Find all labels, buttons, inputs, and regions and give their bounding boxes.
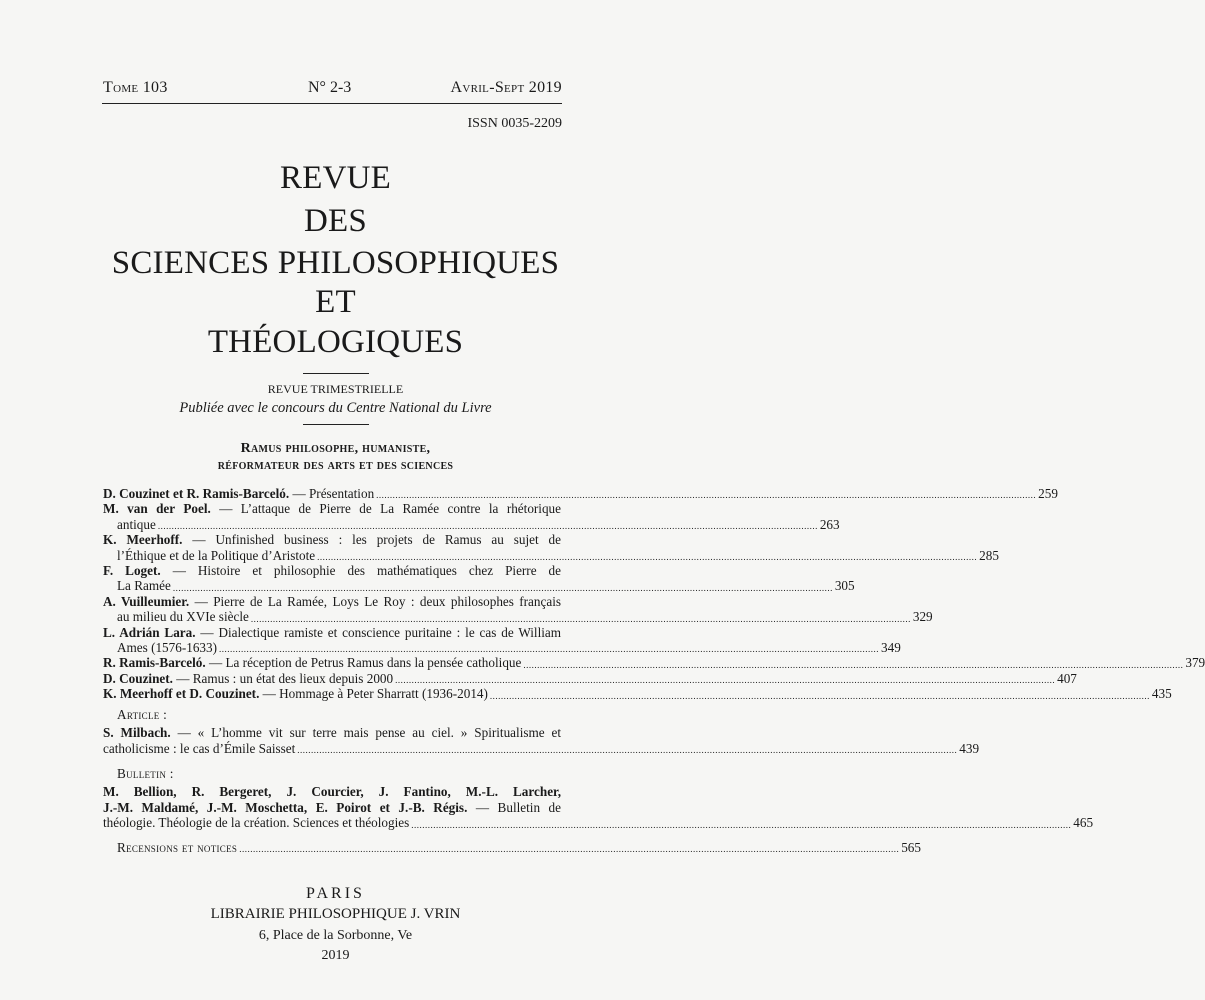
divider (303, 373, 369, 374)
toc-title-continued: antique (117, 516, 156, 532)
toc-page: 379 (1185, 655, 1205, 671)
theme-line-1: Ramus philosophe, humaniste, (240, 441, 431, 456)
leader-dots (317, 551, 977, 563)
toc-entry (103, 670, 1077, 686)
toc-entry (103, 486, 1058, 501)
bulletin-page: 465 (1073, 815, 1094, 831)
leader-dots (490, 690, 1150, 702)
bulletin-title: — Bulletin de (475, 799, 561, 815)
toc-title: — Unfinished business : les projets de Ramus au sujet de (192, 532, 561, 548)
volume-label: Tome 103 (103, 79, 168, 96)
title-line-1: REVUE (280, 160, 391, 196)
table-of-contents (103, 486, 1205, 855)
toc-entry-continued (103, 547, 999, 563)
article-entry-continued (103, 740, 980, 756)
leader-dots (376, 489, 1036, 501)
bulletin-entry-continued (103, 815, 1094, 831)
toc-page: 285 (979, 547, 999, 563)
toc-title-continued: La Ramée (117, 578, 171, 594)
toc-author: M. van der Poel. (103, 501, 211, 517)
bulletin-authors (103, 784, 561, 799)
toc-entry-continued (103, 609, 933, 625)
toc-title: — L’attaque de Pierre de La Ramée contre la rhétorique (219, 501, 562, 517)
article-title: — « L’homme vit sur terre mais pense au ciel. » Spiritualisme et (177, 725, 561, 741)
leader-dots (297, 744, 957, 756)
toc-title-continued: Ames (1576-1633) (117, 640, 217, 656)
recensions-entry (103, 839, 921, 855)
bulletin-authors-line-1: M. Bellion, R. Bergeret, J. Courcier, J. Fantino, M.-L. Larcher, (103, 784, 561, 800)
title-line-4: ET (315, 284, 356, 320)
journal-frequency: REVUE TRIMESTRIELLE (267, 382, 404, 396)
leader-dots (158, 520, 818, 532)
article-entry (103, 725, 561, 740)
toc-author: D. Couzinet. (103, 670, 173, 686)
toc-author: L. Adrián Lara. (103, 624, 196, 640)
divider (303, 424, 369, 425)
toc-page: 263 (819, 516, 840, 532)
toc-entry (103, 532, 561, 547)
title-line-5: THÉOLOGIQUES (207, 324, 464, 360)
toc-author: D. Couzinet et R. Ramis-Barceló. (103, 486, 290, 501)
toc-author: A. Vuilleumier. (103, 593, 190, 609)
publisher-name: LIBRAIRIE PHILOSOPHIQUE J. VRIN (210, 906, 461, 922)
article-title-continued: catholicisme : le cas d’Émile Saisset (103, 740, 296, 756)
toc-title: — La réception de Petrus Ramus dans la pensée catholique (208, 655, 522, 671)
bulletin-authors-line-2: J.-M. Maldamé, J.-M. Moschetta, E. Poirot et J.-B. Régis. (103, 799, 468, 815)
issn: ISSN 0035-2209 (467, 116, 562, 131)
leader-dots (523, 659, 1183, 671)
toc-title: — Histoire et philosophie des mathématiques chez Pierre de (172, 563, 562, 579)
title-line-2: DES (304, 203, 367, 239)
toc-entry (103, 594, 561, 609)
leader-dots (219, 643, 879, 655)
bulletin-title-continued: théologie. Théologie de la création. Sciences et théologies (103, 815, 410, 831)
toc-page: 305 (834, 578, 855, 594)
toc-title: — Dialectique ramiste et conscience puritaine : le cas de William (200, 624, 562, 640)
publisher-address: 6, Place de la Sorbonne, Ve (258, 928, 413, 943)
header-rule (102, 103, 562, 104)
toc-page: 407 (1057, 670, 1077, 686)
toc-page: 435 (1151, 686, 1172, 702)
toc-entry (103, 655, 1205, 671)
leader-dots (395, 674, 1055, 686)
bulletin-heading: Bulletin : (117, 765, 174, 781)
article-author: S. Milbach. (103, 725, 171, 741)
recensions-page: 565 (901, 839, 921, 855)
toc-entry (103, 625, 561, 640)
theme-line-2: réformateur des arts et des sciences (217, 458, 454, 473)
leader-dots (251, 613, 911, 625)
toc-entry-continued (103, 640, 901, 656)
recensions-label: Recensions et notices (117, 839, 238, 855)
toc-title: — Pierre de La Ramée, Loys Le Roy : deux philosophes français (194, 593, 562, 609)
bulletin-authors-cont (103, 800, 561, 815)
toc-title: — Présentation (292, 486, 375, 501)
toc-author: K. Meerhoff. (103, 532, 183, 548)
issue-number: N° 2-3 (308, 79, 352, 96)
toc-entry-continued (103, 516, 840, 532)
title-line-3: SCIENCES PHILOSOPHIQUES (111, 245, 560, 281)
toc-page: 329 (912, 609, 933, 625)
toc-entry-continued (103, 578, 855, 594)
toc-entry (103, 501, 561, 516)
toc-title-continued: au milieu du XVIe siècle (117, 609, 249, 625)
publisher-city: PARIS (306, 885, 365, 902)
issue-date: Avril-Sept 2019 (450, 79, 562, 96)
leader-dots (411, 819, 1071, 831)
toc-title-continued: l’Éthique et de la Politique d’Aristote (117, 547, 316, 563)
toc-page: 349 (881, 640, 901, 656)
leader-dots (173, 582, 833, 594)
journal-support: Publiée avec le concours du Centre National du Livre (179, 400, 492, 416)
toc-entry (103, 563, 561, 578)
toc-page: 259 (1038, 486, 1058, 501)
toc-author: F. Loget. (103, 563, 161, 579)
toc-entry (103, 686, 1172, 702)
article-heading: Article : (117, 706, 168, 722)
toc-title: — Ramus : un état des lieux depuis 2000 (176, 670, 394, 686)
toc-author: K. Meerhoff et D. Couzinet. (103, 686, 260, 702)
publication-year: 2019 (321, 948, 350, 963)
toc-title: — Hommage à Peter Sharratt (1936-2014) (262, 686, 488, 702)
article-page: 439 (959, 740, 980, 756)
toc-author: R. Ramis-Barceló. (103, 655, 206, 671)
leader-dots (239, 843, 899, 855)
